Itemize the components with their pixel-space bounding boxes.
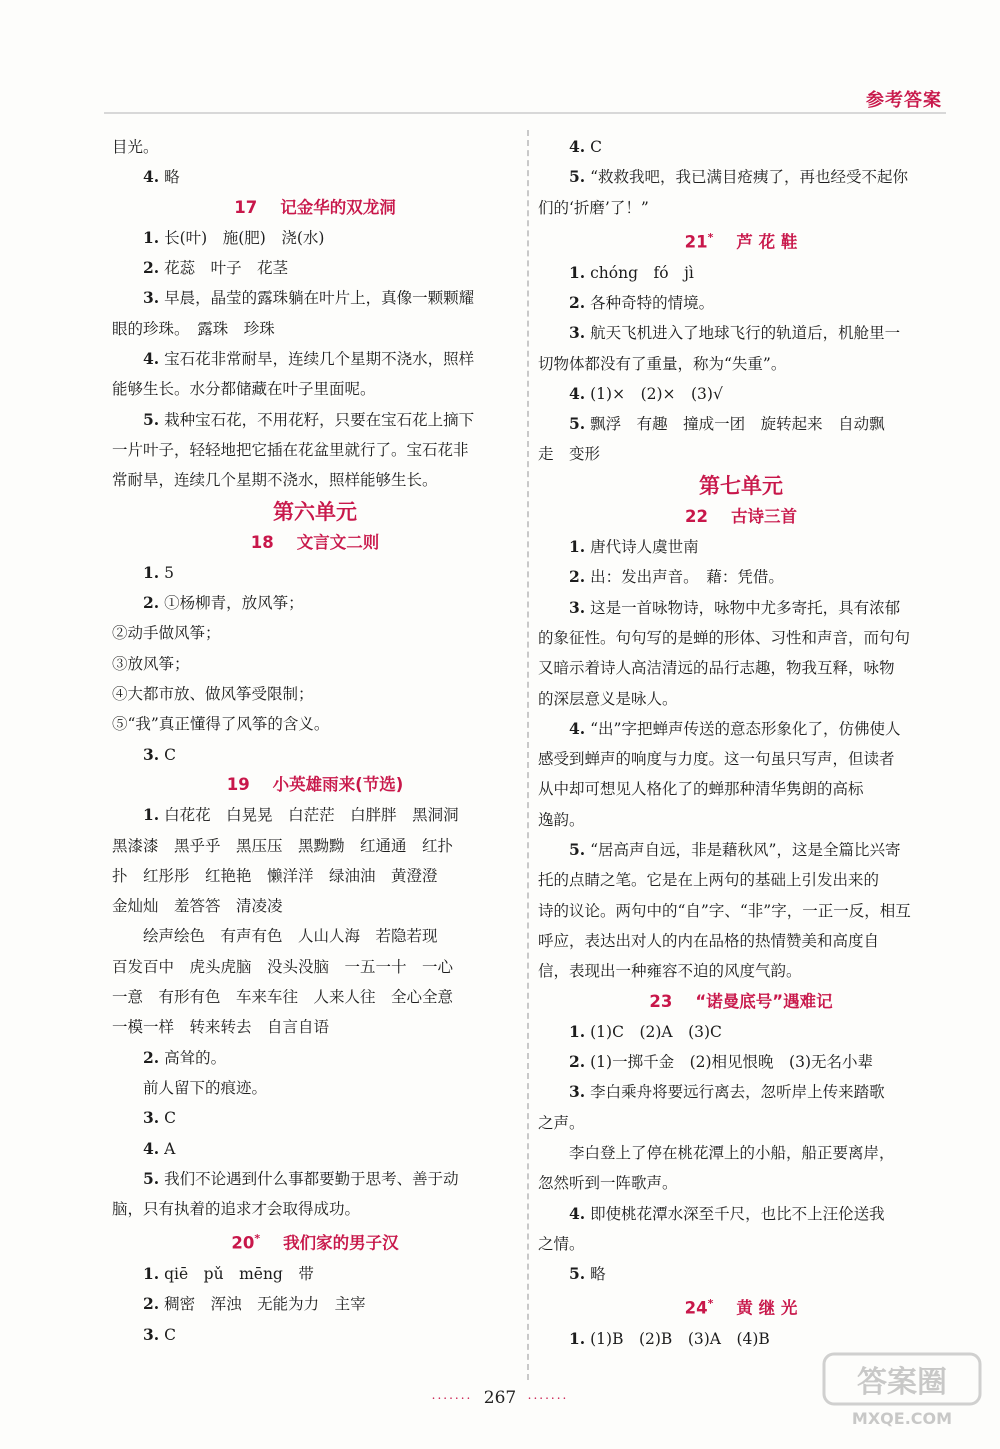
answer-text: 我们不论遇到什么事都要勤于思考、善于动 <box>164 1169 459 1188</box>
question-number: 2. <box>143 1294 160 1314</box>
lesson-heading <box>538 502 944 532</box>
lesson-number: 21 <box>684 232 708 252</box>
answer-text: 李白登上了停在桃花潭上的小船，船正要离岸， <box>569 1144 895 1162</box>
watermark-url: MXQE.COM <box>851 1409 953 1428</box>
question-number: 2. <box>569 292 586 312</box>
answer-text: qiē pǔ mēng 带 <box>164 1265 314 1284</box>
question-number: 3. <box>143 744 160 764</box>
answer-text: 目光。 <box>112 138 159 156</box>
question-number: 4. <box>569 718 586 738</box>
question-number: 5. <box>569 167 586 187</box>
question-number: 4. <box>143 349 160 369</box>
left-column <box>112 132 518 1350</box>
answer-line <box>538 744 944 774</box>
right-column <box>538 132 944 1355</box>
question-number: 1. <box>569 537 586 557</box>
answer-line <box>112 344 518 374</box>
answer-line <box>112 314 518 344</box>
lesson-title: 我们家的男子汉 <box>283 1233 399 1253</box>
answer-line <box>112 1012 518 1042</box>
answer-line <box>538 896 944 926</box>
question-number: 2. <box>569 567 586 587</box>
question-number: 5. <box>569 1264 586 1284</box>
answer-text: 即使桃花潭水深至千尺，也比不上汪伦送我 <box>590 1204 885 1223</box>
answer-text: “救救我吧，我已满目疮痍了，再也经受不起你 <box>590 168 909 187</box>
answer-line <box>112 558 518 588</box>
answer-text: 航天飞机进入了地球飞行的轨道后，机舱里一 <box>590 324 901 343</box>
question-number: 4. <box>143 1138 160 1158</box>
answer-line <box>538 1077 944 1107</box>
answer-text: 出：发出声音。 藉：凭借。 <box>590 568 784 587</box>
question-number: 3. <box>569 597 586 617</box>
answer-text: “居高声自远，非是藉秋风”，这是全篇比兴寄 <box>590 841 901 860</box>
question-number: 5. <box>143 1168 160 1188</box>
footer-dots-right: ······· <box>527 1391 569 1406</box>
answer-text: 又暗示着诗人高洁清远的品行志趣，物我互释，咏物 <box>538 659 895 678</box>
question-number: 3. <box>569 1082 586 1102</box>
lesson-number: 22 <box>685 506 708 526</box>
question-number: 2. <box>143 258 160 278</box>
answer-text: 栽种宝石花，不用花籽，只要在宝石花上摘下 <box>164 410 475 429</box>
lesson-title: 黄 继 光 <box>736 1298 798 1318</box>
answer-line <box>538 1199 944 1229</box>
lesson-number: 24 <box>684 1298 708 1318</box>
answer-line <box>538 623 944 653</box>
answer-line <box>112 1320 518 1350</box>
answer-line <box>538 926 944 956</box>
answer-line <box>538 1324 944 1354</box>
question-number: 3. <box>143 1324 160 1344</box>
unit-heading: 第六单元 <box>273 499 357 524</box>
question-number: 2. <box>569 1052 586 1072</box>
answer-line <box>538 132 944 162</box>
optional-marker: * <box>707 230 714 244</box>
optional-marker: * <box>707 1297 714 1311</box>
lesson-number: 17 <box>234 197 258 217</box>
answer-text: “出”字把蝉声传送的意态形象化了，仿佛使人 <box>590 719 901 738</box>
answer-text: 常耐旱，连续几个星期不浇水，照样能够生长。 <box>112 471 438 490</box>
answer-line <box>112 435 518 465</box>
answer-text: 脑，只有执着的追求才会取得成功。 <box>112 1200 361 1219</box>
answer-text: 之声。 <box>538 1113 585 1132</box>
answer-line <box>538 1259 944 1289</box>
answer-text: 各种奇特的情境。 <box>590 293 715 312</box>
answer-line <box>112 253 518 283</box>
watermark-text: 答案圈 <box>857 1365 947 1400</box>
answer-text: (1)一掷千金 (2)相见恨晚 (3)无名小辈 <box>590 1053 873 1072</box>
answer-text: 眼的珍珠。 露珠 珍珠 <box>112 319 275 338</box>
answer-line <box>538 258 944 288</box>
answer-line <box>112 1103 518 1133</box>
answer-text: (1)× (2)× (3)√ <box>590 384 723 403</box>
question-number: 5. <box>143 409 160 429</box>
answer-line <box>538 532 944 562</box>
answer-line <box>112 1259 518 1289</box>
answer-line <box>112 588 518 618</box>
question-number: 1. <box>143 227 160 247</box>
answer-text: 切物体都没有了重量，称为“失重”。 <box>538 354 787 373</box>
answer-text: ②动手做风筝； <box>112 624 221 643</box>
lesson-title: “诺曼底号”遇难记 <box>695 991 833 1011</box>
answer-text: 花蕊 叶子 花茎 <box>164 259 289 278</box>
answer-line <box>112 831 518 861</box>
answer-text: 略 <box>164 168 180 187</box>
lesson-title: 小英雄雨来(节选) <box>272 774 404 794</box>
question-number: 5. <box>569 414 586 434</box>
answer-text: 一意 有形有色 车来车往 人来人往 全心全意 <box>112 988 454 1007</box>
answer-text: 能够生长。水分都储藏在叶子里面呢。 <box>112 380 376 399</box>
question-number: 1. <box>569 1329 586 1349</box>
lesson-heading <box>538 223 944 258</box>
section-label: 参考答案 <box>866 90 942 111</box>
answer-text: C <box>164 1325 176 1344</box>
answer-line <box>538 379 944 409</box>
answer-text: 稠密 浑浊 无能为力 主宰 <box>164 1295 366 1314</box>
answer-text: chóng fó jì <box>590 263 694 282</box>
answer-line <box>538 835 944 865</box>
answer-text: ④大都市放、做风筝受限制； <box>112 685 314 704</box>
answer-text: 5 <box>164 563 174 582</box>
answer-text: C <box>164 745 176 764</box>
page-number: 267 <box>483 1388 517 1408</box>
answer-line <box>112 1194 518 1224</box>
lesson-number: 19 <box>226 774 250 794</box>
answer-line <box>112 1289 518 1319</box>
answer-line <box>538 653 944 683</box>
lesson-title: 文言文二则 <box>296 532 380 552</box>
lesson-number: 20 <box>231 1233 255 1253</box>
answer-text: 长(叶) 施(肥) 浇(水) <box>164 228 325 247</box>
answer-text: 绘声绘色 有声有色 人山人海 若隐若现 <box>143 927 438 946</box>
footer-dots-left: ······· <box>431 1391 473 1406</box>
answer-text: 从中却可想见人格化了的蝉那种清华隽朗的高标 <box>538 780 864 799</box>
answer-text: 早晨，晶莹的露珠躺在叶片上，真像一颗颗耀 <box>164 289 475 308</box>
answer-line <box>538 562 944 592</box>
answer-text: 前人留下的痕迹。 <box>143 1078 268 1097</box>
question-number: 2. <box>143 593 160 613</box>
question-number: 3. <box>143 288 160 308</box>
answer-line <box>112 649 518 679</box>
lesson-heading <box>112 1224 518 1259</box>
answer-text: 百发百中 虎头虎脑 没头没脑 一五一十 一心 <box>112 957 454 976</box>
answer-line <box>112 982 518 1012</box>
answer-line <box>538 193 944 223</box>
answer-text: (1)B (2)B (3)A (4)B <box>590 1330 770 1349</box>
answer-text: 感受到蝉声的响度与力度。这一句虽只写声，但读者 <box>538 750 895 769</box>
lesson-heading <box>112 193 518 223</box>
column-divider <box>527 130 529 1380</box>
answer-text: 白花花 白晃晃 白茫茫 白胖胖 黑洞洞 <box>164 806 459 825</box>
answer-line <box>112 465 518 495</box>
answer-line <box>538 439 944 469</box>
question-number: 4. <box>569 1203 586 1223</box>
answer-line <box>538 865 944 895</box>
answer-line <box>112 1073 518 1103</box>
answer-line <box>538 1017 944 1047</box>
answer-text: ①杨柳青，放风筝； <box>164 594 304 613</box>
answer-text: 一模一样 转来转去 自言自语 <box>112 1018 330 1037</box>
answer-text: C <box>590 138 602 156</box>
answer-text: 高耸的。 <box>164 1048 227 1067</box>
answer-text: 这是一首咏物诗，咏物中尤多寄托，具有浓郁 <box>590 598 901 617</box>
answer-line <box>538 1229 944 1259</box>
answer-text: ③放风筝； <box>112 654 190 673</box>
answer-text: 之情。 <box>538 1234 585 1253</box>
answer-text: (1)C (2)A (3)C <box>590 1022 722 1041</box>
answer-text: 金灿灿 羞答答 清凌凌 <box>112 897 283 916</box>
answer-line <box>112 132 518 162</box>
lesson-title: 古诗三首 <box>730 506 797 526</box>
answer-line <box>112 891 518 921</box>
answer-line <box>538 162 944 192</box>
lesson-title: 芦 花 鞋 <box>736 232 798 252</box>
answer-text: 的象征性。句句写的是蝉的形体、习性和声音，而句句 <box>538 628 911 647</box>
question-number: 1. <box>143 1264 160 1284</box>
question-number: 3. <box>143 1108 160 1128</box>
answer-text: 唐代诗人虞世南 <box>590 538 699 557</box>
question-number: 1. <box>143 805 160 825</box>
answer-line <box>112 162 518 192</box>
answer-line <box>112 800 518 830</box>
answer-line <box>112 1164 518 1194</box>
answer-line <box>538 409 944 439</box>
answer-text: C <box>164 1109 176 1128</box>
question-number: 4. <box>143 167 160 187</box>
answer-line <box>112 921 518 951</box>
lesson-title: 记金华的双龙洞 <box>280 197 396 217</box>
lesson-heading <box>538 1289 944 1324</box>
answer-text: 托的点睛之笔。它是在上两句的基础上引发出来的 <box>538 871 880 890</box>
answer-line <box>112 374 518 404</box>
question-number: 5. <box>569 840 586 860</box>
answer-line <box>538 805 944 835</box>
lesson-number: 18 <box>250 532 274 552</box>
answer-text: ⑤“我”真正懂得了风筝的含义。 <box>112 715 330 734</box>
answer-line <box>112 618 518 648</box>
answer-text: 飘浮 有趣 撞成一团 旋转起来 自动飘 <box>590 415 885 434</box>
answer-line <box>538 1047 944 1077</box>
answer-text: 一片叶子，轻轻地把它插在花盆里就行了。宝石花非 <box>112 440 469 459</box>
answer-line <box>112 861 518 891</box>
answer-line <box>538 774 944 804</box>
lesson-heading <box>538 987 944 1017</box>
answer-text: 诗的议论。两句中的“自”字、“非”字，一正一反，相互 <box>538 901 911 920</box>
answer-line <box>538 1138 944 1168</box>
question-number: 1. <box>143 562 160 582</box>
answer-line <box>112 283 518 313</box>
header-rule <box>104 112 946 114</box>
answer-text: 们的‘折磨’了！” <box>538 198 649 217</box>
answer-text: 扑 红彤彤 红艳艳 懒洋洋 绿油油 黄澄澄 <box>112 866 438 885</box>
answer-line <box>112 679 518 709</box>
answer-line <box>112 223 518 253</box>
lesson-heading <box>112 770 518 800</box>
lesson-number: 23 <box>649 991 673 1011</box>
optional-marker: * <box>254 1232 261 1246</box>
question-number: 4. <box>569 383 586 403</box>
answer-text: 李白乘舟将要远行离去，忽听岸上传来踏歌 <box>590 1083 885 1102</box>
answer-line <box>112 952 518 982</box>
question-number: 3. <box>569 323 586 343</box>
answer-text: 逸韵。 <box>538 810 585 829</box>
answer-text: 的深层意义是咏人。 <box>538 689 678 708</box>
unit-heading: 第七单元 <box>699 473 783 498</box>
answer-line <box>112 740 518 770</box>
question-number: 1. <box>569 262 586 282</box>
question-number: 4. <box>569 137 586 156</box>
answer-line <box>538 1168 944 1198</box>
answer-text: 呼应，表达出对人的内在品格的热情赞美和高度自 <box>538 931 880 950</box>
answer-line <box>538 318 944 348</box>
answer-line <box>112 709 518 739</box>
question-number: 2. <box>143 1047 160 1067</box>
answer-text: 走 变形 <box>538 445 601 464</box>
answer-text: 黑漆漆 黑乎乎 黑压压 黑黝黝 红通通 红扑 <box>112 836 454 855</box>
answer-line <box>112 405 518 435</box>
lesson-heading <box>112 528 518 558</box>
question-number: 1. <box>569 1021 586 1041</box>
answer-line <box>112 1043 518 1073</box>
answer-line <box>538 714 944 744</box>
answer-text: 信，表现出一种雍容不迫的风度气韵。 <box>538 962 802 981</box>
answer-line <box>538 288 944 318</box>
answer-text: 宝石花非常耐旱，连续几个星期不浇水，照样 <box>164 350 475 369</box>
answer-line <box>538 593 944 623</box>
watermark-logo <box>822 1352 982 1432</box>
answer-text: 略 <box>590 1265 606 1284</box>
answer-text: 忽然听到一阵歌声。 <box>538 1174 678 1193</box>
answer-text: A <box>164 1139 176 1158</box>
answer-line <box>112 1134 518 1164</box>
answer-line <box>538 956 944 986</box>
answer-line <box>538 349 944 379</box>
answer-line <box>538 684 944 714</box>
answer-line <box>538 1108 944 1138</box>
